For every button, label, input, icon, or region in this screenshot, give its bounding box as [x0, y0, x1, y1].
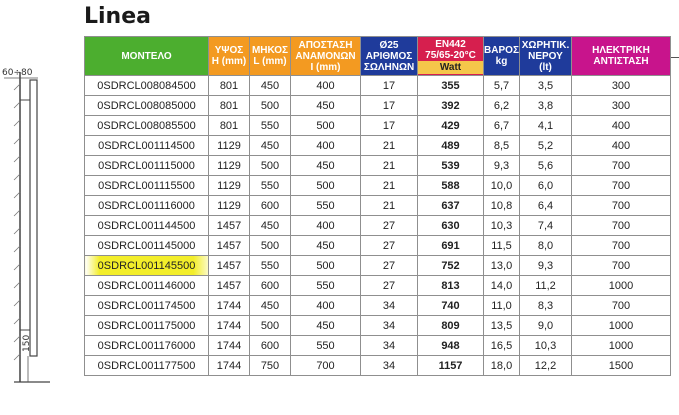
- cell-weight: 10,8: [484, 196, 520, 216]
- cell-distance: 450: [291, 96, 361, 116]
- header-pipes-line3: ΣΩΛΗΝΩΝ: [363, 61, 415, 73]
- cell-height: 1744: [209, 336, 250, 356]
- cell-distance: 550: [291, 336, 361, 356]
- cell-pipes: 21: [361, 156, 418, 176]
- cell-height: 1744: [209, 356, 250, 376]
- cell-model: 0SDRCL001115500: [85, 176, 209, 196]
- cell-water: 6,4: [520, 196, 572, 216]
- header-power-line1: ΗΛΕΚΤΡΙΚΗ: [592, 45, 650, 56]
- table-body: [85, 76, 671, 376]
- cell-watt: 429: [418, 116, 484, 136]
- table-header-row: [85, 37, 671, 76]
- cell-height: 1129: [209, 136, 250, 156]
- cell-distance: 550: [291, 276, 361, 296]
- table-row: [85, 336, 671, 356]
- cell-power: 700: [572, 196, 671, 216]
- cell-watt: 813: [418, 276, 484, 296]
- cell-watt: 588: [418, 176, 484, 196]
- cell-power: 1500: [572, 356, 671, 376]
- cell-weight: 11,5: [484, 236, 520, 256]
- cell-length: 500: [250, 96, 291, 116]
- cell-pipes: 34: [361, 296, 418, 316]
- header-water-line3: (lt): [539, 61, 552, 73]
- top-dimension-label: 60÷80: [2, 68, 33, 78]
- cell-weight: 8,5: [484, 136, 520, 156]
- cell-distance: 450: [291, 316, 361, 336]
- header-watt-unit: Watt: [418, 61, 483, 74]
- cell-weight: 18,0: [484, 356, 520, 376]
- header-model-text: ΜΟΝΤΕΛΟ: [121, 50, 172, 62]
- table-row: [85, 156, 671, 176]
- header-length-line2: L (mm): [253, 56, 287, 67]
- cell-distance: 400: [291, 136, 361, 156]
- cell-weight: 13,0: [484, 256, 520, 276]
- cell-watt: 752: [418, 256, 484, 276]
- cell-height: 1457: [209, 236, 250, 256]
- cell-watt: 539: [418, 156, 484, 176]
- cell-model: 0SDRCL001146000: [85, 276, 209, 296]
- cell-watt: 740: [418, 296, 484, 316]
- header-length-line1: ΜΗΚΟΣ: [251, 45, 289, 56]
- cell-height: 1457: [209, 256, 250, 276]
- header-length: [250, 37, 291, 76]
- cell-height: 1129: [209, 176, 250, 196]
- page-title: Linea: [84, 4, 151, 29]
- cell-weight: 6,2: [484, 96, 520, 116]
- cell-watt: 355: [418, 76, 484, 96]
- cell-length: 550: [250, 176, 291, 196]
- header-height-line1: ΥΨΟΣ: [214, 45, 244, 56]
- cell-weight: 16,5: [484, 336, 520, 356]
- cell-watt: 948: [418, 336, 484, 356]
- cell-pipes: 17: [361, 96, 418, 116]
- cell-distance: 400: [291, 76, 361, 96]
- header-watt: [418, 37, 484, 76]
- cell-distance: 500: [291, 116, 361, 136]
- cell-pipes: 27: [361, 216, 418, 236]
- cell-model: 0SDRCL001145000: [85, 236, 209, 256]
- cell-power: 300: [572, 76, 671, 96]
- cell-pipes: 21: [361, 136, 418, 156]
- header-distance-line3: I (mm): [310, 61, 341, 73]
- table-row: [85, 356, 671, 376]
- cell-water: 3,8: [520, 96, 572, 116]
- cell-power: 700: [572, 256, 671, 276]
- cell-water: 8,0: [520, 236, 572, 256]
- cell-distance: 400: [291, 216, 361, 236]
- cell-water: 4,1: [520, 116, 572, 136]
- cell-distance: 500: [291, 256, 361, 276]
- header-model: [85, 37, 209, 76]
- header-watt-line2: 75/65-20°C: [425, 50, 476, 61]
- cell-length: 550: [250, 116, 291, 136]
- cell-water: 6,0: [520, 176, 572, 196]
- header-water: [520, 37, 572, 76]
- cell-model: 0SDRCL001115000: [85, 156, 209, 176]
- header-power: [572, 37, 671, 76]
- header-distance-line2: ΑΝΑΜΟΝΩΝ: [295, 50, 356, 62]
- cell-water: 8,3: [520, 296, 572, 316]
- table-row: [85, 136, 671, 156]
- header-water-line1: ΧΩΡΗΤΙΚ.: [521, 39, 570, 51]
- spec-table: [84, 36, 671, 376]
- cell-model: 0SDRCL008085000: [85, 96, 209, 116]
- cell-model: 0SDRCL001177500: [85, 356, 209, 376]
- table-row: [85, 176, 671, 196]
- table-row: [85, 196, 671, 216]
- cell-length: 450: [250, 216, 291, 236]
- header-pipes-line2: ΑΡΙΘΜΟΣ: [365, 50, 413, 62]
- cell-watt: 489: [418, 136, 484, 156]
- table-row: [85, 96, 671, 116]
- cell-length: 500: [250, 236, 291, 256]
- bottom-dimension-label: 150: [22, 334, 32, 352]
- cell-water: 3,5: [520, 76, 572, 96]
- cell-model: 0SDRCL001176000: [85, 336, 209, 356]
- cell-power: 1000: [572, 316, 671, 336]
- header-marker-line: [670, 57, 679, 58]
- cell-power: 1000: [572, 276, 671, 296]
- cell-weight: 6,7: [484, 116, 520, 136]
- cell-length: 600: [250, 196, 291, 216]
- cell-weight: 10,0: [484, 176, 520, 196]
- cell-power: 1000: [572, 336, 671, 356]
- cell-power: 400: [572, 116, 671, 136]
- cell-pipes: 34: [361, 356, 418, 376]
- cell-height: 1129: [209, 196, 250, 216]
- cell-height: 801: [209, 116, 250, 136]
- cell-length: 450: [250, 76, 291, 96]
- header-watt-line1: EN442: [435, 39, 466, 50]
- cell-power: 400: [572, 136, 671, 156]
- cell-pipes: 17: [361, 116, 418, 136]
- cell-length: 750: [250, 356, 291, 376]
- cell-power: 700: [572, 236, 671, 256]
- cell-weight: 9,3: [484, 156, 520, 176]
- table-row: [85, 256, 671, 276]
- cell-water: 5,6: [520, 156, 572, 176]
- cell-distance: 450: [291, 156, 361, 176]
- cell-pipes: 17: [361, 76, 418, 96]
- cell-distance: 700: [291, 356, 361, 376]
- cell-power: 700: [572, 176, 671, 196]
- header-height: [209, 37, 250, 76]
- table-row: [85, 316, 671, 336]
- cell-water: 10,3: [520, 336, 572, 356]
- cell-length: 500: [250, 156, 291, 176]
- cell-model: 0SDRCL001114500: [85, 136, 209, 156]
- header-pipes: [361, 37, 418, 76]
- cell-water: 12,2: [520, 356, 572, 376]
- cell-height: 1744: [209, 316, 250, 336]
- cell-power: 300: [572, 96, 671, 116]
- cell-water: 9,3: [520, 256, 572, 276]
- cell-watt: 1157: [418, 356, 484, 376]
- cell-watt: 630: [418, 216, 484, 236]
- cell-pipes: 34: [361, 336, 418, 356]
- cell-water: 7,4: [520, 216, 572, 236]
- cell-weight: 11,0: [484, 296, 520, 316]
- cell-power: 700: [572, 156, 671, 176]
- cell-pipes: 21: [361, 196, 418, 216]
- table-row: [85, 216, 671, 236]
- cell-height: 1457: [209, 276, 250, 296]
- cell-distance: 550: [291, 196, 361, 216]
- cell-height: 1744: [209, 296, 250, 316]
- cell-length: 450: [250, 136, 291, 156]
- header-power-line2: ΑΝΤΙΣΤΑΣΗ: [593, 56, 649, 67]
- cell-pipes: 27: [361, 256, 418, 276]
- cell-height: 1129: [209, 156, 250, 176]
- cell-model: 0SDRCL001174500: [85, 296, 209, 316]
- cell-distance: 450: [291, 236, 361, 256]
- cell-watt: 637: [418, 196, 484, 216]
- header-weight: [484, 37, 520, 76]
- cell-length: 450: [250, 296, 291, 316]
- cell-watt: 809: [418, 316, 484, 336]
- cell-water: 5,2: [520, 136, 572, 156]
- cell-watt: 392: [418, 96, 484, 116]
- cell-weight: 5,7: [484, 76, 520, 96]
- table-row: [85, 276, 671, 296]
- cell-height: 801: [209, 96, 250, 116]
- cell-model: 0SDRCL008085500: [85, 116, 209, 136]
- cell-weight: 13,5: [484, 316, 520, 336]
- cell-weight: 14,0: [484, 276, 520, 296]
- cell-water: 9,0: [520, 316, 572, 336]
- cell-height: 801: [209, 76, 250, 96]
- header-weight-line2: kg: [495, 56, 508, 67]
- cell-power: 700: [572, 216, 671, 236]
- cell-length: 600: [250, 336, 291, 356]
- cell-pipes: 34: [361, 316, 418, 336]
- cell-length: 500: [250, 316, 291, 336]
- cell-model: 0SDRCL001116000: [85, 196, 209, 216]
- cell-power: 700: [572, 296, 671, 316]
- cell-weight: 10,3: [484, 216, 520, 236]
- table-row: [85, 236, 671, 256]
- cell-distance: 400: [291, 296, 361, 316]
- cell-model: 0SDRCL008084500: [85, 76, 209, 96]
- cell-model: 0SDRCL001145500: [85, 256, 209, 276]
- cell-watt: 691: [418, 236, 484, 256]
- header-weight-line1: ΒΑΡΟΣ: [484, 45, 519, 56]
- header-pipes-line1: Ø25: [379, 39, 399, 51]
- cell-model: 0SDRCL001144500: [85, 216, 209, 236]
- cell-model: 0SDRCL001175000: [85, 316, 209, 336]
- cell-pipes: 21: [361, 176, 418, 196]
- table-row: [85, 76, 671, 96]
- cell-length: 600: [250, 276, 291, 296]
- header-height-line2: H (mm): [211, 56, 247, 67]
- table-row: [85, 296, 671, 316]
- cell-height: 1457: [209, 216, 250, 236]
- table-row: [85, 116, 671, 136]
- cell-pipes: 27: [361, 276, 418, 296]
- header-distance: [291, 37, 361, 76]
- cell-length: 550: [250, 256, 291, 276]
- cell-pipes: 27: [361, 236, 418, 256]
- header-distance-line1: ΑΠΟΣΤΑΣΗ: [298, 39, 353, 51]
- cell-water: 11,2: [520, 276, 572, 296]
- header-water-line2: ΝΕΡΟΥ: [528, 50, 563, 62]
- cell-distance: 500: [291, 176, 361, 196]
